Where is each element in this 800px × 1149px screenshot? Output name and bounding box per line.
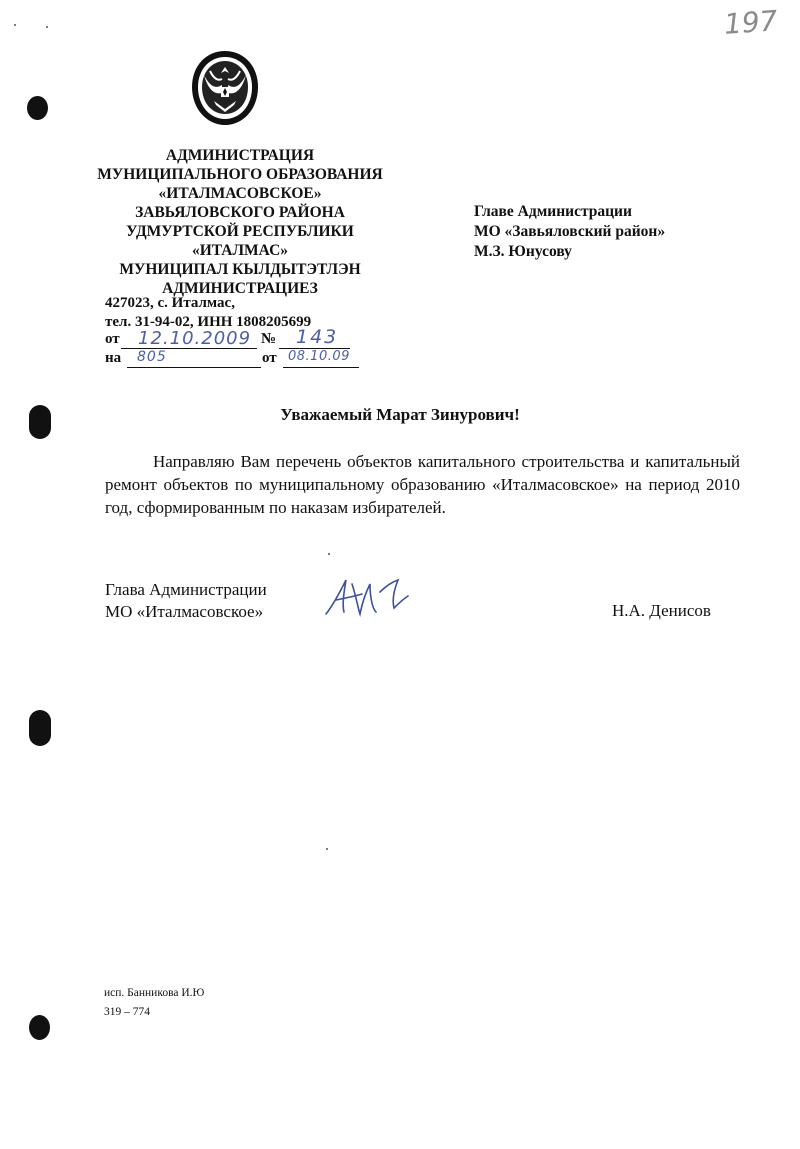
page-number: 197 [722, 4, 779, 41]
from-label: от [105, 331, 120, 347]
handwritten-signature [322, 574, 412, 620]
signatory-title-line: МО «Италмасовское» [105, 602, 264, 621]
sender-line: ЗАВЬЯЛОВСКОГО РАЙОНА [135, 204, 345, 221]
sender-line: УДМУРТСКОЙ РЕСПУБЛИКИ [126, 223, 354, 240]
recipient-line: М.З. Юнусову [474, 243, 572, 260]
letter-body: Направляю Вам перечень объектов капитального строительства и капитальный ремонт объектов по муниципальному образованию «Италмасовское» на период 2010 год, сформированным по наказам избирателей. [105, 452, 740, 517]
sender-address: 427023, с. Италмас, [105, 295, 235, 311]
speck [14, 24, 16, 26]
sender-line: АДМИНИСТРАЦИЯ [165, 147, 315, 164]
sender-line: «ИТАЛМАСОВСКОЕ» [158, 185, 322, 202]
recipient-line: МО «Завьяловский район» [474, 223, 666, 240]
sender-header [80, 146, 400, 298]
sender-phone-inn: тел. 31-94-02, ИНН 1808205699 [105, 314, 312, 330]
punch-hole [29, 710, 51, 746]
executor-block [104, 984, 204, 1022]
recipient-block [474, 202, 665, 262]
ref-label: на [105, 350, 122, 366]
executor-phone: 319 – 774 [104, 1006, 150, 1018]
number-label: № [261, 331, 277, 347]
ref-date-label: от [262, 350, 277, 366]
sender-line: МУНИЦИПАЛ КЫЛДЫТЭТЛЭН [119, 261, 361, 278]
signatory-title [105, 579, 267, 623]
greeting: Уважаемый Марат Зинурович! [280, 405, 520, 424]
sender-line: «ИТАЛМАС» [191, 242, 289, 259]
ref-date-field-line [283, 367, 359, 368]
recipient-line: Главе Администрации [474, 203, 632, 220]
sender-line: МУНИЦИПАЛЬНОГО ОБРАЗОВАНИЯ [97, 166, 383, 183]
ref-number-field-line [127, 367, 261, 368]
signatory-title-line: Глава Администрации [105, 580, 267, 599]
executor-name: исп. Банникова И.Ю [104, 987, 205, 999]
handwritten-ref-number: 805 [137, 349, 167, 365]
signatory-name: Н.А. Денисов [612, 601, 711, 620]
handwritten-ref-date: 08.10.09 [288, 349, 350, 364]
handwritten-number: 143 [296, 326, 339, 348]
handwritten-date: 12.10.2009 [138, 328, 252, 349]
coat-of-arms-emblem [190, 49, 260, 127]
speck [328, 553, 330, 555]
sender-address-block [105, 294, 311, 332]
sender-line: АДМИНИСТРАЦИЕЗ [162, 280, 318, 297]
punch-hole [29, 1015, 50, 1040]
punch-hole [27, 96, 48, 120]
speck [46, 26, 48, 28]
speck [326, 848, 328, 850]
